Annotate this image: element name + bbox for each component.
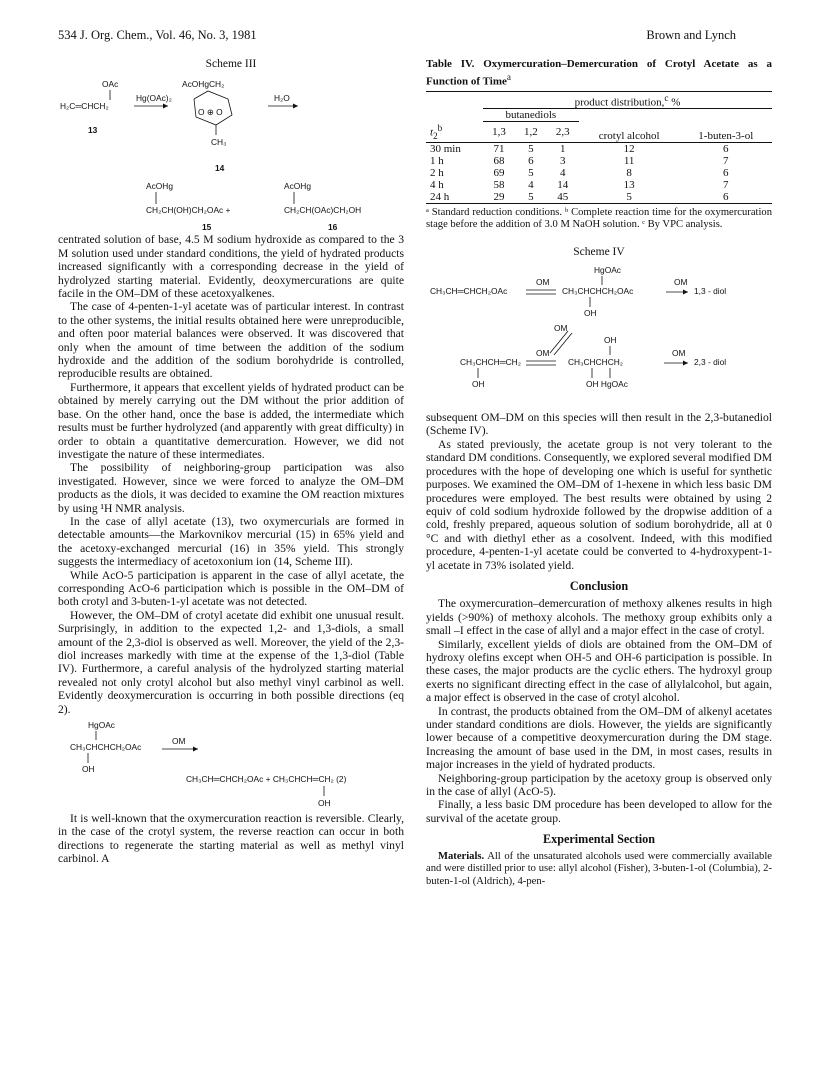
s3-substrate: H₂C═CHCH₂ [60, 101, 109, 112]
conclusion-paragraph-1: The oxymercuration–demercuration of methoxy alkenes results in high yields (>90%) of methoxy alcohols. The methoxy group exhibits only a small –I effect in the case of allyl and a major effect in the case of crotyl. [426, 597, 772, 638]
scheme-iii-diagram [58, 73, 404, 233]
table-row: 2 h 69 5 4 8 6 [430, 166, 729, 179]
s3-label-13: 13 [88, 125, 98, 136]
s3-acohg2: AcOHg [284, 181, 311, 192]
conclusion-paragraph-4: Neighboring-group participation by the acetoxy group is observed only in the case of allyl (AcO-5). [426, 771, 772, 799]
s3-methyl: CH₃ [211, 137, 227, 148]
table-iv-col-butenol: 1-buten-3-ol [698, 129, 754, 142]
left-paragraph-3: Furthermore, it appears that excellent yields of hydrated product can be obtained by merely carrying out the DM without the prior addition of base. On the other hand, once the base is added, the intermediate which results must be further hydrolyzed (and apparently with great difficulty) in order to obtain a quantitative demercuration. However, we did not investigate the nature of these intermediates. [58, 380, 404, 461]
left-paragraph-6: While AcO-5 participation is apparent in the case of allyl acetate, the corresponding AcO-6 participation which is possible in the OM–DM of both crotyl and 3-buten-1-yl acetate was not detected. [58, 568, 404, 609]
eq2-om: OM [172, 736, 186, 747]
table-iv-grid [426, 91, 772, 204]
eq2-products: CH₃CH═CHCH₂OAc + CH₃CHCH═CH₂ (2) [186, 774, 347, 785]
conclusion-paragraph-3: In contrast, the products obtained from the OM–DM of alkenyl acetates under standard conditions are diols. However, the yields are significantly lower because of a competitive deoxymercuration during the DM stage. Increasing the amount of base used in the DM, in most cases, results in major increases in the yield of hydrated products. [426, 704, 772, 772]
eq2-hgoac: HgOAc [88, 720, 115, 731]
table-iv [426, 58, 772, 232]
left-paragraph-2: The case of 4-penten-1-yl acetate was of particular interest. In contrast to the other systems, the initial results obtained here were unreproducible, and often poor material balances were observed. It was discovered that only when the amount of time between the addition of the sodium hydroxide and the addition of the sodium borohydride is controlled, reproducible results are obtained. [58, 300, 404, 381]
right-paragraph-2: As stated previously, the acetate group is not very tolerant to the standard DM conditions. Consequently, we explored several modified DM procedures with the hope of developing one which is useful for synthetic purposes. We examined the OM–DM of 1-hexene in which less basic DM procedures were employed. The best results were obtained by using 2 equiv of cold sodium hydroxide followed by the dropwise addition of a cold, freshly prepared, aqueous solution of sodium borohydride, all at 0 °C and with diethyl ether as a cosolvent. Indeed, with this modified procedure, 4-penten-1-yl acetate could be converted to 4-hydroxypent-1-yl acetate in 73% isolated yield. [426, 437, 772, 572]
s4-om3: OM [536, 348, 550, 359]
s3-product16: CH₂CH(OAc)CH₂OH [284, 205, 362, 216]
s3-product15: CH₂CH(OH)CH₂OAc + [146, 205, 231, 216]
s3-intermediate-ring: O ⊕ O [198, 107, 223, 118]
table-iv-col-13: 1,3 [492, 125, 506, 138]
s4-oh-1: OH [584, 308, 597, 319]
s3-intermediate-top: AcOHgCH₂ [182, 79, 225, 90]
scheme-iv-diagram [426, 261, 772, 411]
table-row: 30 min 71 5 1 12 6 [430, 142, 729, 155]
left-paragraph-5: In the case of allyl acetate (13), two oxymercurials are formed in detectable amounts—the Markovnikov mercurial (15) in 65% yield and the acetoxy-exchanged mercurial (16) in 35% yield. This strongly suggests the intermediacy of acetoxonium ion (14, Scheme III). [58, 514, 404, 569]
scheme-iv-title: Scheme IV [573, 245, 625, 258]
s4-oh-hgoac: OH HgOAc [586, 379, 628, 390]
s3-oac: OAc [102, 79, 119, 90]
table-iv-footnote: ᵃ Standard reduction conditions. ᵇ Complete reaction time for the oxymercuration stage before the addition of 3.0 M NaOH solution. ᶜ By VPC analysis. [426, 206, 772, 231]
experimental-heading: Experimental Section [542, 832, 656, 847]
left-paragraph-7: However, the OM–DM of crotyl acetate did exhibit one unusual result. Surprisingly, in addition to the expected 1,2- and 1,3-diols, a small amount of the 2,3-diol is observed as well. Moreover, the yield of the 2,3-diol increases markedly with time at the expense of the 1,3-diol (Table IV). Furthermore, a careful analysis of the hydrolyzed starting material revealed not only crotyl alcohol but also methyl vinyl carbinol as well. Evidently deoxymercuration is occurring in both possible directions (eq 2). [58, 608, 404, 716]
s4-hgoac-top: HgOAc [594, 265, 621, 276]
left-paragraph-1: centrated solution of base, 4.5 M sodium hydroxide as compared to the 3 M solution used under standard conditions, the yield of hydrated products increased significantly with a corresponding decrease in the yield of hydrolyzed starting material. Evidently, deoxymercurations are quite facile in the OM–DM of these acetoxyalkenes. [58, 233, 404, 301]
s3-label-15: 15 [202, 222, 212, 233]
s4-r1-mid: CH₃CHCHCH₂OAc [562, 286, 634, 297]
s3-reagent2: H₂O [274, 93, 290, 104]
s4-oh-3: OH [472, 379, 485, 390]
right-paragraph-1: subsequent OM–DM on this species will then result in the 2,3-butanediol (Scheme IV). [426, 411, 772, 438]
s4-om4: OM [672, 348, 686, 359]
scheme-iii-title: Scheme III [205, 58, 257, 70]
table-iv-col-crotyl: crotyl alcohol [598, 129, 660, 142]
s4-r1-right: 1,3 - diol [694, 286, 727, 297]
table-iv-title: Table IV. Oxymercuration–Demercuration of Crotyl Acetate as a Function of Time$^a$ [426, 58, 772, 88]
s3-label-16: 16 [328, 222, 338, 233]
table-row: 4 h 58 4 14 13 7 [430, 178, 729, 191]
eq2-oh2: OH [318, 798, 331, 809]
conclusion-heading: Conclusion [569, 578, 629, 593]
table-iv-col-23: 2,3 [555, 125, 570, 138]
left-column [58, 58, 404, 866]
conclusion-paragraph-2: Similarly, excellent yields of diols are obtained from the OM–DM of hydroxy olefins except when OH-5 and OH-6 participation is possible. In these cases, the major products are the cyclic ethers. The hydroxyl group exerts no significant directing effect in the case of allylalcohol, but again, a major effect is observed in the case of crotyl alcohol. [426, 637, 772, 705]
s4-r2-mid: CH₃CHCHCH₂ [568, 357, 624, 368]
table-iv-butanediols-header: butanediols [483, 109, 579, 122]
conclusion-paragraph-5: Finally, a less basic DM procedure has been developed to allow for the survival of the acetate group. [426, 798, 772, 825]
s4-om2: OM [674, 277, 688, 288]
s4-r2-left: CH₃CHCH═CH₂ [460, 357, 521, 368]
running-header-right: Brown and Lynch [646, 28, 736, 42]
s3-label-14: 14 [215, 163, 225, 174]
eq2-oh: OH [82, 764, 95, 775]
s3-acohg1: AcOHg [146, 181, 173, 192]
table-iv-col-t: $t_2^b$ [430, 122, 443, 141]
s4-om-diag: OM [554, 323, 568, 334]
s4-r1-left: CH₃CH═CHCH₂OAc [430, 286, 508, 297]
left-paragraph-4: The possibility of neighboring-group participation was also investigated. However, since we were forced to analyze the OM–DM products as the diols, it was decided to examine the OM reaction mixtures by using ¹H NMR analysis. [58, 461, 404, 515]
table-iv-group-header: product distribution,$^c$ % [483, 91, 772, 109]
s4-oh-2: OH [604, 335, 617, 346]
left-paragraph-8: It is well-known that the oxymercuration reaction is reversible. Clearly, in the case of the crotyl system, the reverse reaction can occur in both directions to regenerate the starting material as well as methyl vinyl carbinol. A [58, 812, 404, 866]
table-iv-col-12: 1,2 [523, 125, 538, 138]
equation-2-diagram [58, 716, 404, 812]
s4-om1: OM [536, 277, 550, 288]
s3-reagent1: Hg(OAc)₂ [136, 93, 172, 104]
running-header-left: 534 J. Org. Chem., Vol. 46, No. 3, 1981 [58, 28, 257, 42]
materials-paragraph: Materials. All of the unsaturated alcohols used were commercially available and were distilled prior to use: allyl alcohol (Fisher), 3-buten-1-ol (Columbia), 2-buten-1-ol (Aldrich), 4-pen- [426, 850, 772, 887]
table-row: 24 h 29 5 45 5 6 [426, 191, 772, 204]
s4-r2-right: 2,3 - diol [694, 357, 727, 368]
table-row: 1 h 68 6 3 11 7 [430, 154, 729, 167]
right-column [426, 58, 772, 888]
eq2-reactant: CH₃CHCHCH₂OAc [70, 742, 142, 753]
